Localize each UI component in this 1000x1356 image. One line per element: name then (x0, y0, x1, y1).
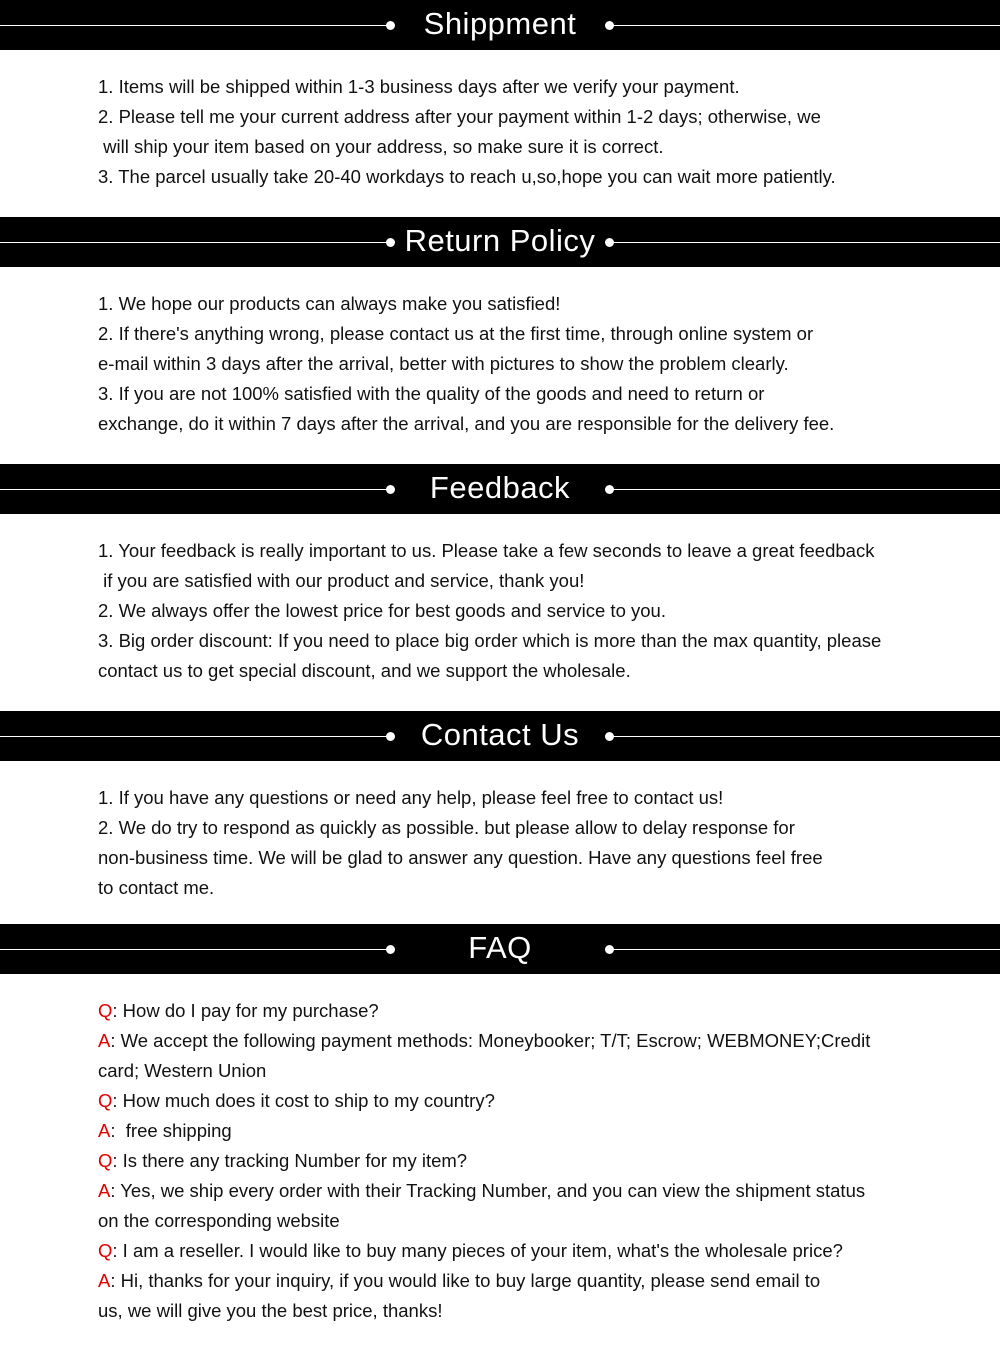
feedback-body (98, 536, 958, 686)
section-header-shippment (0, 0, 1000, 50)
paragraph-line: 1. Your feedback is really important to us. Please take a few seconds to leave a great feedback (98, 540, 875, 561)
faq-line (98, 996, 958, 1026)
section-title: Return Policy (404, 223, 596, 258)
paragraph-line: 1. We hope our products can always make you satisfied! (98, 293, 561, 314)
paragraph-line: non-business time. We will be glad to answer any question. Have any questions feel free (98, 847, 823, 868)
faq-marker: Q (98, 1000, 113, 1021)
paragraph-line: 3. Big order discount: If you need to place big order which is more than the max quantity, please (98, 630, 882, 651)
paragraph-line: e-mail within 3 days after the arrival, better with pictures to show the problem clearly. (98, 353, 789, 374)
paragraph-line: 3. The parcel usually take 20-40 workdays to reach u,so,hope you can wait more patiently. (98, 166, 836, 187)
divider-line (610, 949, 1000, 950)
divider-line (0, 489, 390, 490)
faq-body (98, 996, 958, 1326)
paragraph-line: 2. Please tell me your current address after your payment within 1-2 days; otherwise, we (98, 106, 821, 127)
faq-text: on the corresponding website (98, 1210, 340, 1231)
faq-text: : Is there any tracking Number for my item? (112, 1150, 468, 1171)
contact-us-body (98, 783, 958, 903)
faq-line (98, 1236, 958, 1266)
divider-line (610, 25, 1000, 26)
faq-text: card; Western Union (98, 1060, 267, 1081)
faq-line (98, 1086, 958, 1116)
paragraph-line: 2. If there's anything wrong, please contact us at the first time, through online system or (98, 323, 814, 344)
faq-marker: A (98, 1120, 111, 1141)
paragraph-line: 3. If you are not 100% satisfied with the quality of the goods and need to return or (98, 383, 765, 404)
faq-marker: A (98, 1180, 111, 1201)
shippment-body (98, 72, 958, 192)
paragraph-line: 2. We always offer the lowest price for best goods and service to you. (98, 600, 666, 621)
divider-line (610, 736, 1000, 737)
divider-line (0, 736, 390, 737)
faq-line (98, 1116, 958, 1146)
faq-line (98, 1266, 958, 1296)
section-header-contact-us (0, 711, 1000, 761)
section-header-return-policy (0, 217, 1000, 267)
paragraph-line: will ship your item based on your address, so make sure it is correct. (98, 136, 664, 157)
divider-line (0, 25, 390, 26)
faq-line (98, 1056, 958, 1086)
faq-line (98, 1176, 958, 1206)
faq-marker: A (98, 1030, 111, 1051)
faq-marker: Q (98, 1090, 113, 1111)
section-title: FAQ (468, 930, 532, 965)
return-policy-body (98, 289, 958, 439)
divider-line (610, 489, 1000, 490)
divider-line (0, 949, 390, 950)
faq-marker: A (98, 1270, 111, 1291)
faq-line (98, 1206, 958, 1236)
paragraph-line: 1. If you have any questions or need any help, please feel free to contact us! (98, 787, 724, 808)
paragraph-line: contact us to get special discount, and we support the wholesale. (98, 660, 631, 681)
paragraph-line: 2. We do try to respond as quickly as possible. but please allow to delay response for (98, 817, 795, 838)
section-title: Feedback (429, 470, 571, 505)
faq-text: us, we will give you the best price, thanks! (98, 1300, 443, 1321)
faq-line (98, 1296, 958, 1326)
faq-text: : Hi, thanks for your inquiry, if you would like to buy large quantity, please send email to (110, 1270, 821, 1291)
faq-marker: Q (98, 1240, 113, 1261)
section-title: Shippment (423, 6, 577, 41)
paragraph-line: if you are satisfied with our product and service, thank you! (98, 570, 585, 591)
faq-text: : I am a reseller. I would like to buy many pieces of your item, what's the wholesale price? (112, 1240, 843, 1261)
faq-text: : How do I pay for my purchase? (112, 1000, 379, 1021)
divider-line (610, 242, 1000, 243)
faq-text: : How much does it cost to ship to my country? (112, 1090, 495, 1111)
faq-line (98, 1146, 958, 1176)
paragraph-line: exchange, do it within 7 days after the arrival, and you are responsible for the delivery fee. (98, 413, 835, 434)
paragraph-line: to contact me. (98, 877, 215, 898)
faq-marker: Q (98, 1150, 113, 1171)
faq-line (98, 1026, 958, 1056)
faq-text: : Yes, we ship every order with their Tracking Number, and you can view the shipment status (110, 1180, 866, 1201)
section-header-feedback (0, 464, 1000, 514)
faq-text: : free shipping (110, 1120, 232, 1141)
section-header-faq (0, 924, 1000, 974)
section-title: Contact Us (420, 717, 580, 752)
faq-text: : We accept the following payment methods: Moneybooker; T/T; Escrow; WEBMONEY;Credit (110, 1030, 871, 1051)
paragraph-line: 1. Items will be shipped within 1-3 business days after we verify your payment. (98, 76, 740, 97)
divider-line (0, 242, 390, 243)
